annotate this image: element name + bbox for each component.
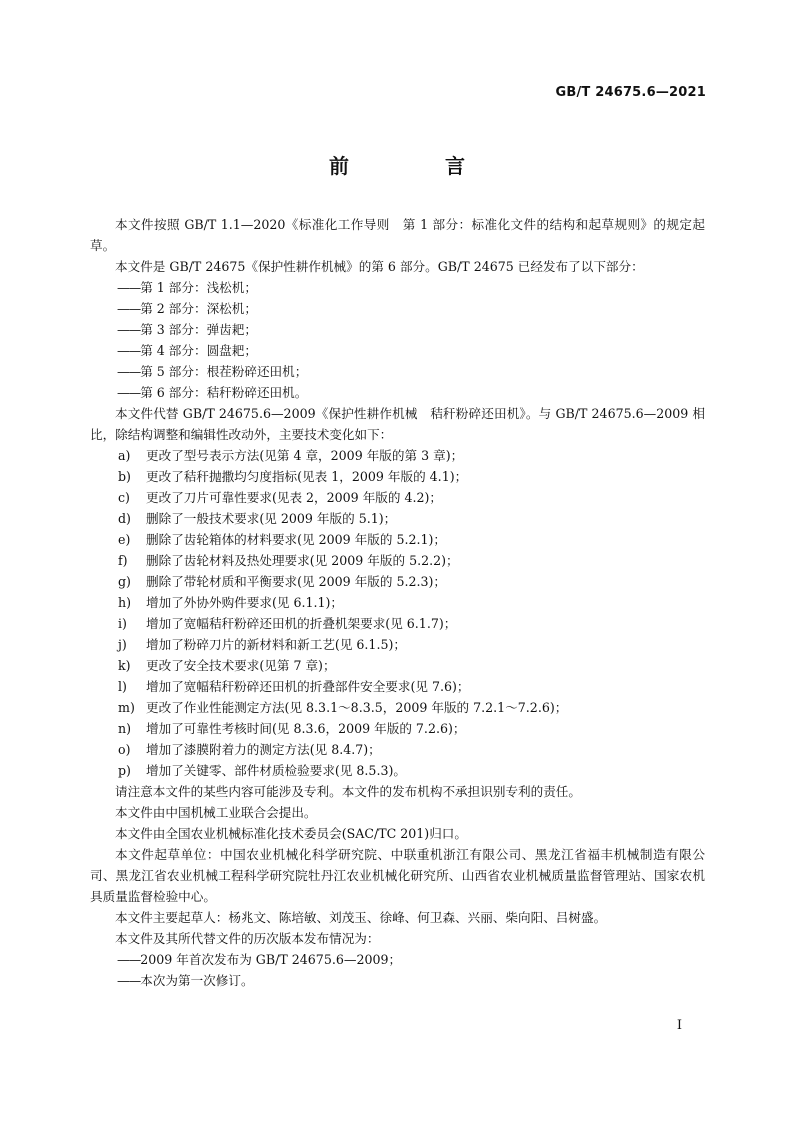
list-item: g) 删除了带轮材质和平衡要求(见 2009 年版的 5.2.3)； (90, 571, 705, 592)
paragraph-replacement: 本文件代替 GB/T 24675.6—2009《保护性耕作机械 秸秆粉碎还田机》。与 GB/T 24675.6—2009 相比，除结构调整和编辑性改动外，主要技术变化如下： (90, 406, 705, 442)
foreword-body (90, 214, 705, 991)
dash-mark: —— (117, 343, 141, 358)
item-label: k) (118, 658, 131, 673)
item-label: g) (118, 574, 131, 589)
item-label: o) (118, 742, 131, 757)
paragraph-history: 本文件及其所代替文件的历次版本发布情况为： (115, 931, 380, 946)
list-item: h) 增加了外协外购件要求(见 6.1.1)； (90, 592, 705, 613)
item-label: e) (118, 532, 131, 547)
paragraph-patent-notice: 请注意本文件的某些内容可能涉及专利。本文件的发布机构不承担识别专利的责任。 (115, 784, 581, 799)
list-item: a) 更改了型号表示方法(见第 4 章，2009 年版的第 3 章)； (90, 445, 705, 466)
item-label: n) (118, 721, 132, 736)
item-label: p) (118, 763, 131, 778)
list-item: l) 增加了宽幅秸秆粉碎还田机的折叠部件安全要求(见 7.6)； (90, 676, 705, 697)
dash-mark: —— (117, 280, 141, 295)
standard-code: GB/T 24675.6—2021 (555, 85, 706, 100)
list-item: i) 增加了宽幅秸秆粉碎还田机的折叠机架要求(见 6.1.7)； (90, 613, 705, 634)
list-item: ——第 4 部分：圆盘耙； (117, 343, 257, 358)
list-item: m) 更改了作业性能测定方法(见 8.3.1～8.3.5，2009 年版的 7.2.1～7.2.6)； (90, 697, 705, 718)
paragraph-drafting-units: 本文件起草单位：中国农业机械化科学研究院、中联重机浙江有限公司、黑龙江省福丰机械制造有限公司、黑龙江省农业机械工程科学研究院牡丹江农业机械化研究所、山西省农业机械质量监督管理站、国家农机具质量监督检验中心。 (90, 847, 705, 904)
paragraph-proposer: 本文件由中国机械工业联合会提出。 (115, 805, 317, 820)
item-label: d) (118, 511, 131, 526)
changes-list (90, 445, 705, 781)
history-list (90, 949, 705, 991)
item-label: a) (118, 448, 131, 463)
dash-mark: —— (117, 301, 141, 316)
item-label: l) (118, 679, 127, 694)
list-item: ——第 5 部分：根茬粉碎还田机； (117, 364, 308, 379)
list-item: o) 增加了漆膜附着力的测定方法(见 8.4.7)； (90, 739, 705, 760)
list-item: d) 删除了一般技术要求(见 2009 年版的 5.1)； (90, 508, 705, 529)
item-label: f) (118, 553, 128, 568)
parts-list (90, 277, 705, 403)
item-label: j) (118, 637, 127, 652)
paragraph-series-part: 本文件是 GB/T 24675《保护性耕作机械》的第 6 部分。GB/T 24675 已经发布了以下部分： (115, 259, 644, 274)
page-title: 前 言 (329, 154, 503, 178)
list-item: ——本次为第一次修订。 (117, 973, 254, 988)
paragraph-drafters: 本文件主要起草人：杨兆文、陈培敏、刘茂玉、徐峰、何卫森、兴丽、柴向阳、吕树盛。 (115, 910, 607, 925)
list-item: ——第 6 部分：秸秆粉碎还田机。 (117, 385, 308, 400)
list-item: n) 增加了可靠性考核时间(见 8.3.6，2009 年版的 7.2.6)； (90, 718, 705, 739)
list-item: j) 增加了粉碎刀片的新材料和新工艺(见 6.1.5)； (90, 634, 705, 655)
list-item: p) 增加了关键零、部件材质检验要求(见 8.5.3)。 (90, 760, 705, 781)
dash-mark: —— (117, 385, 141, 400)
item-label: b) (118, 469, 131, 484)
paragraph-committee: 本文件由全国农业机械标准化技术委员会(SAC/TC 201)归口。 (115, 826, 467, 841)
dash-mark: —— (117, 952, 141, 967)
list-item: ——第 2 部分：深松机； (117, 301, 257, 316)
list-item: e) 删除了齿轮箱体的材料要求(见 2009 年版的 5.2.1)； (90, 529, 705, 550)
list-item: ——2009 年首次发布为 GB/T 24675.6—2009； (117, 952, 402, 967)
list-item: ——第 3 部分：弹齿耙； (117, 322, 257, 337)
paragraph-drafting-rules: 本文件按照 GB/T 1.1—2020《标准化工作导则 第 1 部分：标准化文件的结构和起草规则》的规定起草。 (90, 217, 705, 253)
dash-mark: —— (117, 364, 141, 379)
item-label: c) (118, 490, 130, 505)
page-number: I (676, 1018, 682, 1033)
dash-mark: —— (117, 322, 141, 337)
list-item: c) 更改了刀片可靠性要求(见表 2，2009 年版的 4.2)； (90, 487, 705, 508)
list-item: b) 更改了秸秆抛撒均匀度指标(见表 1，2009 年版的 4.1)； (90, 466, 705, 487)
item-label: m) (118, 700, 135, 715)
list-item: f) 删除了齿轮材料及热处理要求(见 2009 年版的 5.2.2)； (90, 550, 705, 571)
list-item: ——第 1 部分：浅松机； (117, 280, 257, 295)
item-label: i) (118, 616, 127, 631)
list-item: k) 更改了安全技术要求(见第 7 章)； (90, 655, 705, 676)
dash-mark: —— (117, 973, 141, 988)
item-label: h) (118, 595, 132, 610)
